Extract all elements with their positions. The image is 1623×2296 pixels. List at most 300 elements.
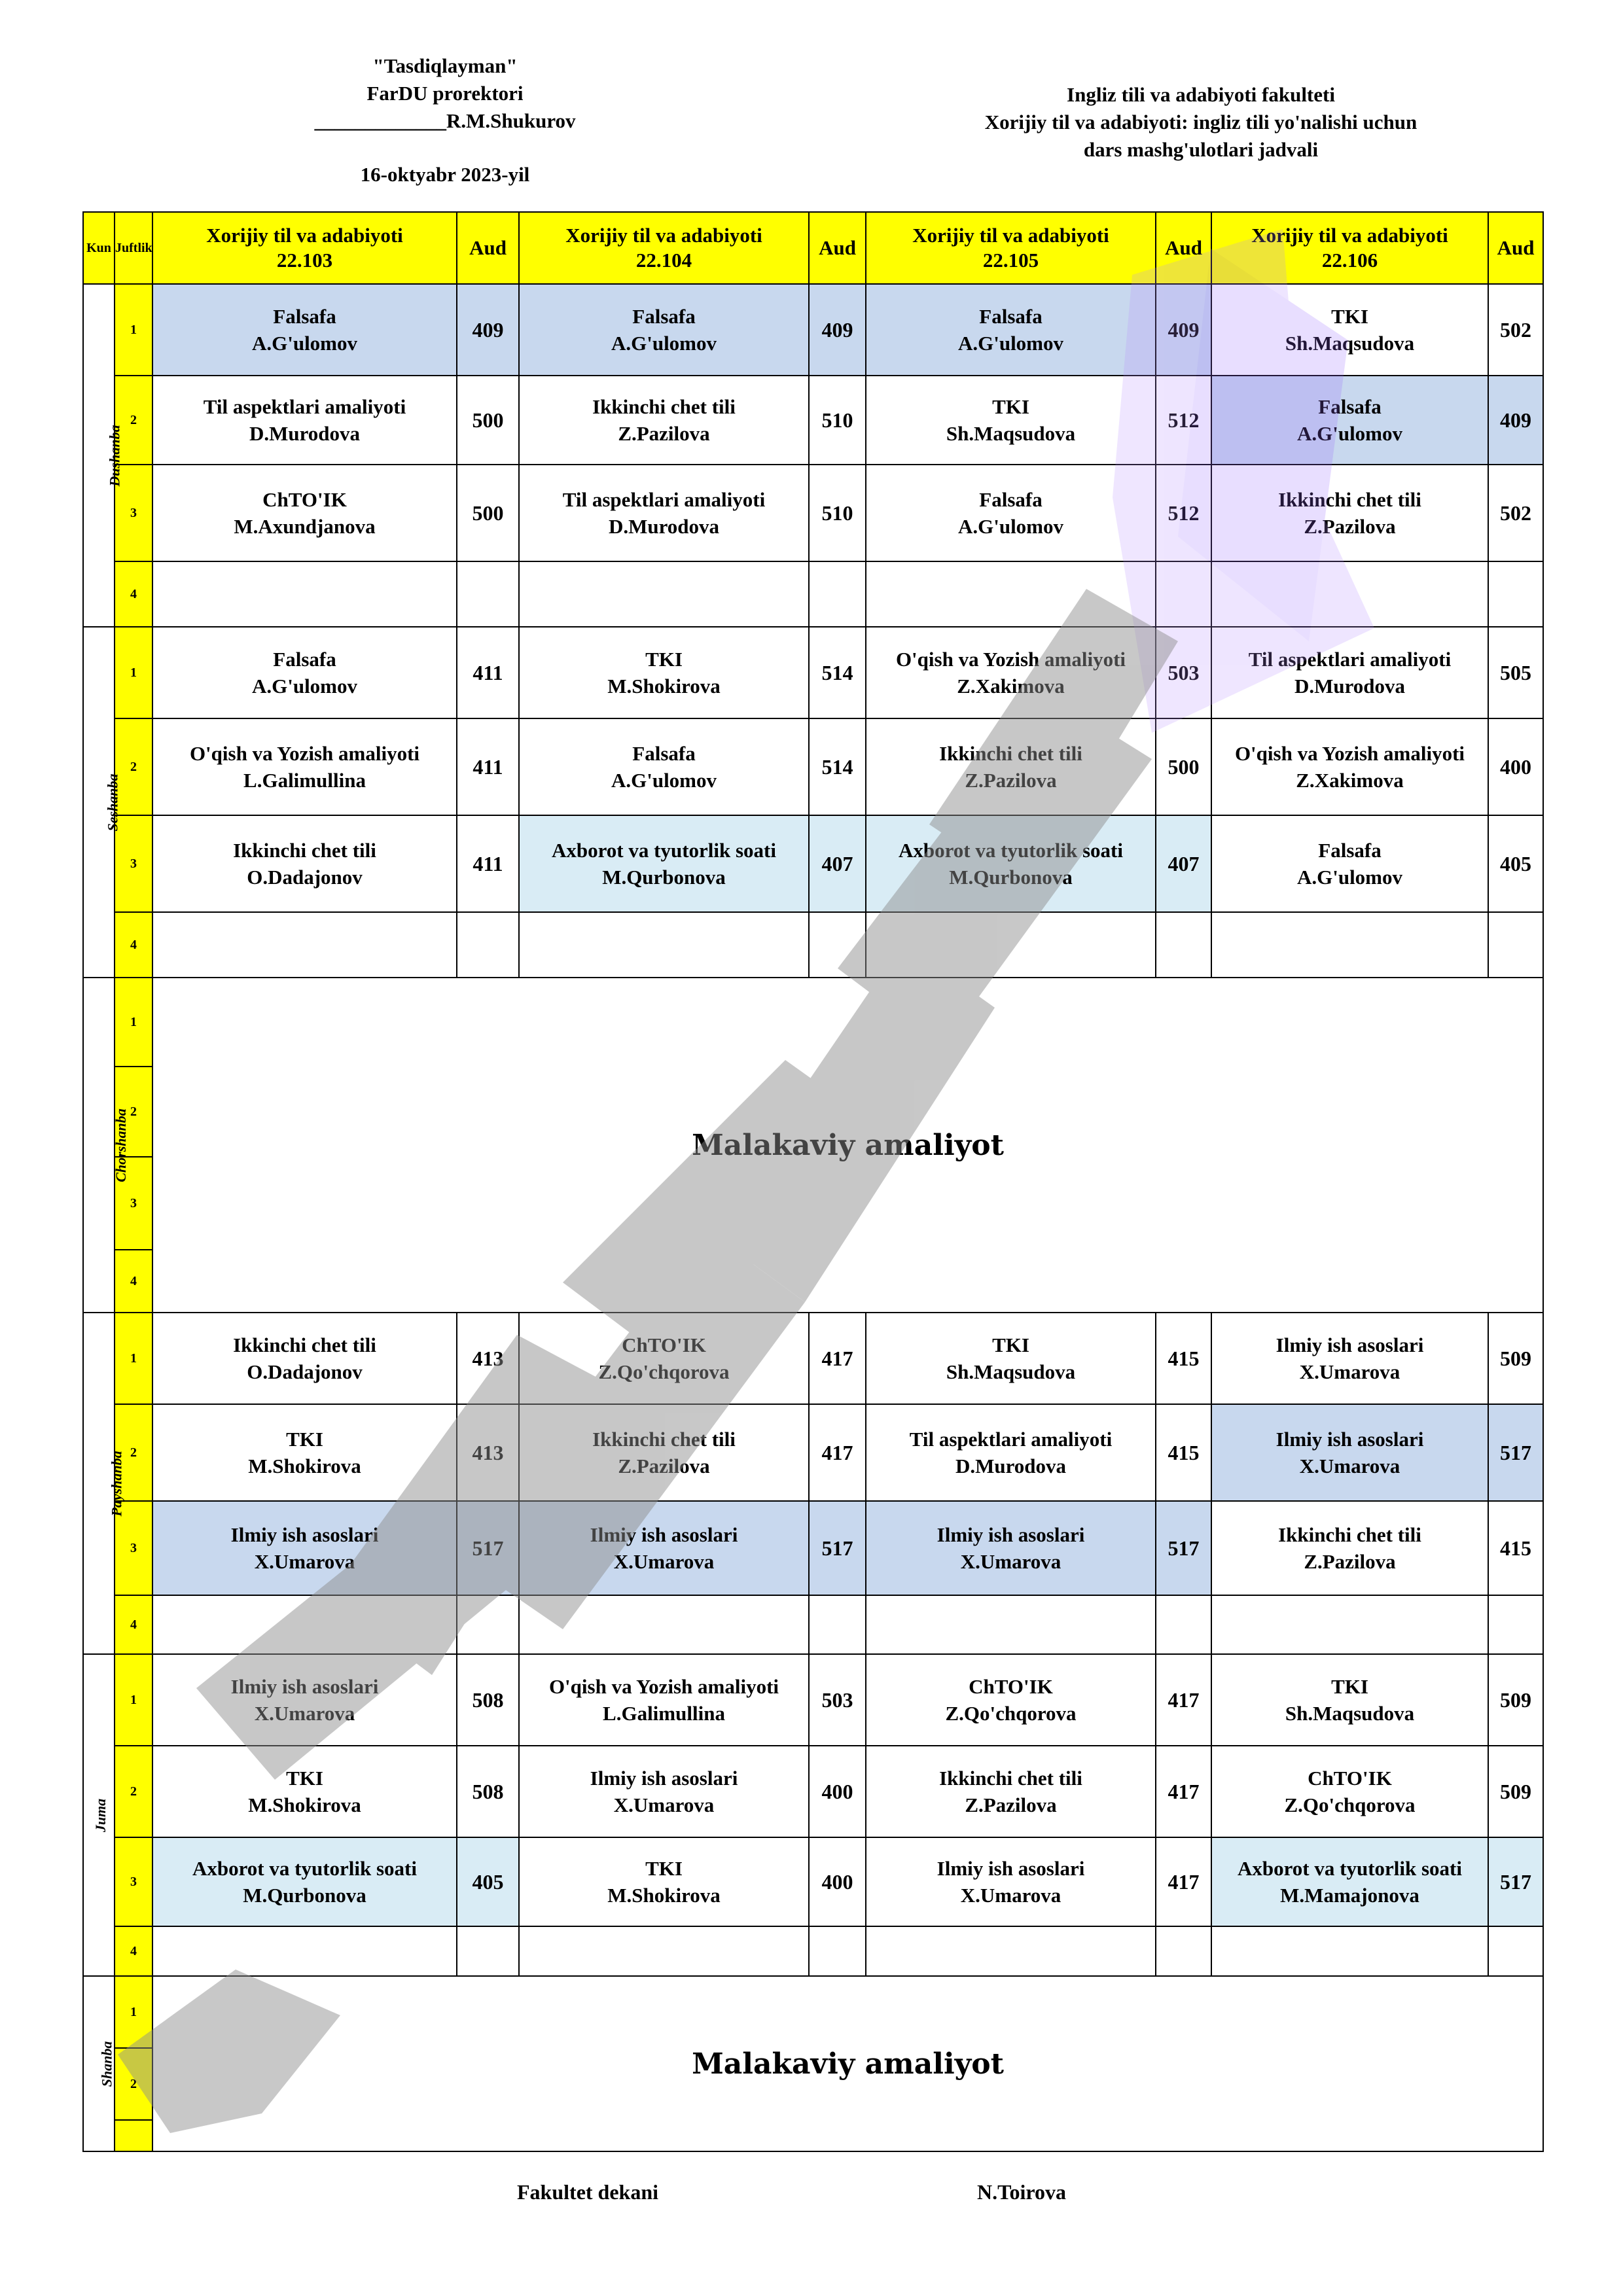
aud-cell: 517 <box>1488 1837 1543 1926</box>
lesson-cell-empty <box>866 1926 1156 1976</box>
lesson-cell <box>152 376 457 465</box>
subject-name: Falsafa <box>1318 395 1382 418</box>
dean-name: N.Toirova <box>977 2180 1067 2204</box>
lesson-row <box>83 718 1543 815</box>
lesson-cell <box>152 1404 457 1501</box>
aud-cell-empty <box>1156 561 1211 627</box>
lesson-cell <box>1211 376 1488 465</box>
aud-cell-empty <box>457 912 519 978</box>
aud-cell: 409 <box>1488 376 1543 465</box>
subject-name: Falsafa <box>979 488 1043 511</box>
lesson-cell <box>519 815 809 912</box>
subject-name: O'qish va Yozish amaliyoti <box>548 1675 779 1698</box>
teacher-name: L.Galimullina <box>243 769 366 792</box>
lesson-cell <box>1211 718 1488 815</box>
subject-name: Ilmiy ish asoslari <box>1275 1333 1424 1356</box>
teacher-name: Z.Pazilova <box>618 1455 710 1477</box>
pair-number: 3 <box>115 1157 152 1250</box>
aud-cell: 500 <box>457 465 519 561</box>
lesson-cell <box>866 465 1156 561</box>
pair-number: 2 <box>115 2048 152 2120</box>
subject-name: Ikkinchi chet tili <box>592 395 736 418</box>
subject-name: Axborot va tyutorlik soati <box>898 839 1123 862</box>
lesson-cell-empty <box>1211 1926 1488 1976</box>
lesson-cell <box>152 1837 457 1926</box>
aud-cell: 415 <box>1156 1404 1211 1501</box>
group-header <box>866 212 1156 284</box>
pair-number: 4 <box>115 912 152 978</box>
teacher-name: Z.Pazilova <box>618 422 710 445</box>
schedule-title: dars mashg'ulotlari jadvali <box>1083 138 1319 161</box>
lesson-cell <box>1211 1404 1488 1501</box>
lesson-cell-empty <box>519 912 809 978</box>
subject-name: Ikkinchi chet tili <box>592 1428 736 1451</box>
subject-name: Falsafa <box>632 305 696 328</box>
lesson-cell-empty <box>866 912 1156 978</box>
lesson-cell <box>866 1404 1156 1501</box>
aud-header: Aud <box>809 212 866 284</box>
aud-cell: 407 <box>1156 815 1211 912</box>
day-chorshanba: Chorshanba <box>83 978 115 1313</box>
lesson-cell-empty <box>866 561 1156 627</box>
teacher-name: O.Dadajonov <box>247 1360 363 1383</box>
lesson-cell-empty <box>519 1595 809 1654</box>
lesson-cell <box>519 465 809 561</box>
aud-cell: 517 <box>809 1501 866 1595</box>
approval-block <box>216 52 674 188</box>
teacher-name: L.Galimullina <box>603 1702 725 1725</box>
lesson-row <box>83 1313 1543 1404</box>
aud-cell: 409 <box>809 284 866 376</box>
aud-cell: 417 <box>1156 1746 1211 1837</box>
lesson-cell <box>866 1501 1156 1595</box>
group-name: Xorijiy til va adabiyoti <box>912 224 1109 247</box>
approval-role: FarDU prorektori <box>366 82 524 105</box>
subject-name: TKI <box>286 1428 323 1451</box>
aud-header: Aud <box>1156 212 1211 284</box>
aud-cell: 502 <box>1488 465 1543 561</box>
teacher-name: M.Shokirova <box>607 1884 721 1907</box>
aud-cell: 400 <box>809 1746 866 1837</box>
teacher-name: D.Murodova <box>249 422 361 445</box>
aud-cell: 400 <box>809 1837 866 1926</box>
teacher-name: X.Umarova <box>960 1550 1061 1573</box>
aud-cell: 411 <box>457 718 519 815</box>
subject-name: Ikkinchi chet tili <box>1278 488 1421 511</box>
aud-cell: 517 <box>457 1501 519 1595</box>
day-juma: Juma <box>83 1654 115 1976</box>
aud-cell-empty <box>809 1595 866 1654</box>
pair-number: 1 <box>115 1976 152 2048</box>
juftlik-header: Juftlik <box>115 212 152 284</box>
lesson-row <box>83 1837 1543 1926</box>
teacher-name: A.G'ulomov <box>1296 422 1403 445</box>
lesson-cell-empty <box>1211 1595 1488 1654</box>
teacher-name: Z.Pazilova <box>1304 1550 1396 1573</box>
lesson-cell <box>152 718 457 815</box>
lesson-cell <box>519 1837 809 1926</box>
lesson-cell <box>519 1404 809 1501</box>
aud-cell: 508 <box>457 1746 519 1837</box>
aud-cell-empty <box>809 912 866 978</box>
aud-cell-empty <box>1156 1926 1211 1976</box>
aud-cell: 415 <box>1488 1501 1543 1595</box>
pair-number: 4 <box>115 1926 152 1976</box>
aud-cell: 500 <box>1156 718 1211 815</box>
approval-title: "Tasdiqlayman" <box>372 54 518 77</box>
pair-number: 3 <box>115 815 152 912</box>
teacher-name: Z.Pazilova <box>1304 515 1396 538</box>
teacher-name: X.Umarova <box>613 1550 715 1573</box>
teacher-name: X.Umarova <box>254 1702 355 1725</box>
aud-cell: 517 <box>1488 1404 1543 1501</box>
aud-cell: 417 <box>809 1313 866 1404</box>
lesson-cell <box>152 1654 457 1746</box>
teacher-name: Z.Pazilova <box>965 769 1057 792</box>
aud-cell: 503 <box>809 1654 866 1746</box>
lesson-cell <box>866 627 1156 718</box>
subject-name: Falsafa <box>1318 839 1382 862</box>
teacher-name: A.G'ulomov <box>611 769 717 792</box>
aud-cell-empty <box>1488 1595 1543 1654</box>
aud-cell: 417 <box>1156 1837 1211 1926</box>
subject-name: ChTO'IK <box>969 1675 1053 1698</box>
subject-name: Ilmiy ish asoslari <box>590 1767 738 1790</box>
subject-name: Ilmiy ish asoslari <box>230 1675 379 1698</box>
aud-cell: 417 <box>809 1404 866 1501</box>
lesson-cell <box>152 465 457 561</box>
lesson-row <box>83 376 1543 465</box>
teacher-name: Z.Pazilova <box>965 1793 1057 1816</box>
lesson-cell <box>519 376 809 465</box>
malakaviy-amaliyot: Malakaviy amaliyot <box>152 978 1543 1313</box>
aud-cell-empty <box>1488 1926 1543 1976</box>
schedule-title-block <box>825 81 1577 164</box>
lesson-cell-empty <box>152 561 457 627</box>
aud-cell-empty <box>809 1926 866 1976</box>
aud-cell: 413 <box>457 1404 519 1501</box>
group-code: 22.105 <box>982 249 1039 272</box>
aud-cell: 409 <box>457 284 519 376</box>
lesson-cell-empty <box>519 561 809 627</box>
aud-cell: 411 <box>457 815 519 912</box>
lesson-cell-empty <box>519 1926 809 1976</box>
pair-number: 4 <box>115 561 152 627</box>
subject-name: Ikkinchi chet tili <box>939 742 1082 765</box>
lesson-row-empty <box>83 1926 1543 1976</box>
lesson-row <box>83 1746 1543 1837</box>
lesson-cell <box>152 1501 457 1595</box>
malakaviy-amaliyot: Malakaviy amaliyot <box>152 1976 1543 2151</box>
lesson-cell <box>152 1313 457 1404</box>
teacher-name: M.Qurbonova <box>243 1884 366 1907</box>
teacher-name: M.Qurbonova <box>602 866 726 889</box>
aud-cell-empty <box>457 561 519 627</box>
group-name: Xorijiy til va adabiyoti <box>1251 224 1448 247</box>
faculty-name: Ingliz tili va adabiyoti fakulteti <box>1067 83 1335 106</box>
lesson-cell <box>519 1501 809 1595</box>
lesson-cell <box>1211 465 1488 561</box>
aud-cell: 405 <box>1488 815 1543 912</box>
lesson-cell-empty <box>152 1595 457 1654</box>
teacher-name: M.Mamajonova <box>1280 1884 1419 1907</box>
aud-cell: 405 <box>457 1837 519 1926</box>
pair-number: 4 <box>115 1595 152 1654</box>
subject-name: TKI <box>645 1857 683 1880</box>
aud-cell-empty <box>1156 912 1211 978</box>
group-code: 22.104 <box>635 249 692 272</box>
teacher-name: Sh.Maqsudova <box>946 422 1076 445</box>
group-header <box>1211 212 1488 284</box>
lesson-cell-empty <box>866 1595 1156 1654</box>
lesson-cell <box>152 284 457 376</box>
aud-cell: 512 <box>1156 465 1211 561</box>
lesson-row <box>83 1976 1543 2048</box>
teacher-name: Z.Qo'chqorova <box>945 1702 1077 1725</box>
lesson-cell <box>866 1654 1156 1746</box>
lesson-cell <box>866 1313 1156 1404</box>
lesson-cell <box>519 1746 809 1837</box>
lesson-cell <box>152 1746 457 1837</box>
pair-number: 4 <box>115 1250 152 1313</box>
lesson-cell <box>519 1313 809 1404</box>
subject-name: ChTO'IK <box>622 1333 706 1356</box>
lesson-row <box>83 978 1543 1067</box>
aud-cell: 514 <box>809 627 866 718</box>
aud-cell: 411 <box>457 627 519 718</box>
schedule-table <box>82 211 1544 2152</box>
lesson-cell <box>866 718 1156 815</box>
lesson-cell <box>1211 815 1488 912</box>
group-code: 22.106 <box>1321 249 1378 272</box>
aud-cell: 413 <box>457 1313 519 1404</box>
pair-number: 1 <box>115 1313 152 1404</box>
subject-name: Ilmiy ish asoslari <box>230 1523 379 1546</box>
subject-name: ChTO'IK <box>1308 1767 1392 1790</box>
teacher-name: M.Shokirova <box>248 1455 361 1477</box>
pair-number: 3 <box>115 1501 152 1595</box>
lesson-cell <box>866 1837 1156 1926</box>
subject-name: O'qish va Yozish amaliyoti <box>189 742 420 765</box>
subject-name: Falsafa <box>273 305 336 328</box>
pair-number: 1 <box>115 1654 152 1746</box>
pair-number: 1 <box>115 978 152 1067</box>
pair-number: 2 <box>115 1067 152 1157</box>
lesson-cell-empty <box>152 912 457 978</box>
subject-name: Ilmiy ish asoslari <box>936 1523 1085 1546</box>
lesson-row <box>83 284 1543 376</box>
aud-cell: 500 <box>457 376 519 465</box>
lesson-cell <box>1211 1746 1488 1837</box>
aud-cell-empty <box>1488 912 1543 978</box>
teacher-name: X.Umarova <box>613 1793 715 1816</box>
lesson-cell-empty <box>1211 912 1488 978</box>
teacher-name: M.Shokirova <box>607 675 721 698</box>
subject-name: Til aspektlari amaliyoti <box>203 395 406 418</box>
pair-number: 2 <box>115 376 152 465</box>
day-dushanba: Dushanba <box>83 284 115 627</box>
subject-name: Ilmiy ish asoslari <box>936 1857 1085 1880</box>
teacher-name: Sh.Maqsudova <box>1285 1702 1415 1725</box>
lesson-cell <box>1211 1654 1488 1746</box>
aud-cell: 514 <box>809 718 866 815</box>
teacher-name: D.Murodova <box>1294 675 1406 698</box>
group-code: 22.103 <box>276 249 333 272</box>
teacher-name: M.Axundjanova <box>234 515 376 538</box>
lesson-row <box>83 627 1543 718</box>
teacher-name: X.Umarova <box>960 1884 1061 1907</box>
lesson-cell <box>519 1654 809 1746</box>
subject-name: Axborot va tyutorlik soati <box>1237 1857 1462 1880</box>
aud-cell-empty <box>809 561 866 627</box>
teacher-name: Z.Qo'chqorova <box>598 1360 730 1383</box>
teacher-name: A.G'ulomov <box>611 332 717 355</box>
teacher-name: M.Shokirova <box>248 1793 361 1816</box>
subject-name: Axborot va tyutorlik soati <box>192 1857 417 1880</box>
subject-name: Til aspektlari amaliyoti <box>1248 648 1452 671</box>
lesson-cell-empty <box>1211 561 1488 627</box>
pair-number-blank <box>115 2120 152 2151</box>
subject-name: Falsafa <box>273 648 336 671</box>
approval-date: 16-oktyabr 2023-yil <box>360 163 530 186</box>
aud-cell: 415 <box>1156 1313 1211 1404</box>
teacher-name: D.Murodova <box>608 515 720 538</box>
teacher-name: X.Umarova <box>254 1550 355 1573</box>
lesson-cell <box>1211 1837 1488 1926</box>
pair-number: 2 <box>115 1746 152 1837</box>
lesson-row-empty <box>83 1595 1543 1654</box>
aud-cell: 510 <box>809 376 866 465</box>
lesson-row <box>83 465 1543 561</box>
subject-name: Ikkinchi chet tili <box>233 839 376 862</box>
teacher-name: X.Umarova <box>1299 1360 1400 1383</box>
lesson-cell <box>866 284 1156 376</box>
lesson-row <box>83 1654 1543 1746</box>
aud-cell-empty <box>457 1926 519 1976</box>
aud-cell: 503 <box>1156 627 1211 718</box>
teacher-name: X.Umarova <box>1299 1455 1400 1477</box>
lesson-cell <box>1211 1313 1488 1404</box>
lesson-cell <box>866 376 1156 465</box>
day-payshanba: Payshanba <box>83 1313 115 1654</box>
dean-title: Fakultet dekani <box>517 2180 659 2204</box>
pair-number: 1 <box>115 627 152 718</box>
lesson-cell <box>152 627 457 718</box>
subject-name: TKI <box>1331 1675 1368 1698</box>
aud-cell: 508 <box>457 1654 519 1746</box>
teacher-name: Sh.Maqsudova <box>1285 332 1415 355</box>
header-row <box>83 212 1543 284</box>
group-header <box>152 212 457 284</box>
teacher-name: Sh.Maqsudova <box>946 1360 1076 1383</box>
program-name: Xorijiy til va adabiyoti: ingliz tili yo'nalishi uchun <box>984 111 1418 133</box>
subject-name: ChTO'IK <box>262 488 347 511</box>
aud-header: Aud <box>457 212 519 284</box>
group-header <box>519 212 809 284</box>
subject-name: Ilmiy ish asoslari <box>1275 1428 1424 1451</box>
lesson-row-empty <box>83 561 1543 627</box>
group-name: Xorijiy til va adabiyoti <box>565 224 762 247</box>
subject-name: O'qish va Yozish amaliyoti <box>1234 742 1465 765</box>
lesson-row <box>83 815 1543 912</box>
subject-name: Axborot va tyutorlik soati <box>551 839 776 862</box>
aud-cell: 407 <box>809 815 866 912</box>
day-shanba: Shanba <box>83 1976 115 2151</box>
aud-header: Aud <box>1488 212 1543 284</box>
pair-number: 3 <box>115 465 152 561</box>
teacher-name: Z.Qo'chqorova <box>1284 1793 1416 1816</box>
lesson-cell <box>519 627 809 718</box>
approval-signature: _____________R.M.Shukurov <box>314 109 576 132</box>
lesson-cell <box>152 815 457 912</box>
subject-name: Ikkinchi chet tili <box>1278 1523 1421 1546</box>
teacher-name: Z.Xakimova <box>957 675 1065 698</box>
aud-cell: 512 <box>1156 376 1211 465</box>
aud-cell-empty <box>457 1595 519 1654</box>
aud-cell: 509 <box>1488 1654 1543 1746</box>
subject-name: TKI <box>1331 305 1368 328</box>
teacher-name: D.Murodova <box>955 1455 1067 1477</box>
aud-cell: 409 <box>1156 284 1211 376</box>
subject-name: O'qish va Yozish amaliyoti <box>895 648 1126 671</box>
teacher-name: A.G'ulomov <box>251 332 358 355</box>
kun-header: Kun <box>83 212 115 284</box>
group-name: Xorijiy til va adabiyoti <box>206 224 403 247</box>
pair-number: 1 <box>115 284 152 376</box>
subject-name: TKI <box>286 1767 323 1790</box>
aud-cell: 502 <box>1488 284 1543 376</box>
lesson-row-empty <box>83 912 1543 978</box>
teacher-name: Z.Xakimova <box>1296 769 1404 792</box>
teacher-name: O.Dadajonov <box>247 866 363 889</box>
lesson-cell <box>866 1746 1156 1837</box>
aud-cell: 509 <box>1488 1746 1543 1837</box>
subject-name: TKI <box>992 1333 1029 1356</box>
aud-cell: 517 <box>1156 1501 1211 1595</box>
aud-cell-empty <box>1156 1595 1211 1654</box>
subject-name: TKI <box>992 395 1029 418</box>
teacher-name: A.G'ulomov <box>957 332 1064 355</box>
aud-cell: 400 <box>1488 718 1543 815</box>
lesson-cell <box>1211 284 1488 376</box>
lesson-row <box>83 1501 1543 1595</box>
lesson-cell <box>866 815 1156 912</box>
subject-name: Til aspektlari amaliyoti <box>562 488 766 511</box>
lesson-cell <box>1211 627 1488 718</box>
pair-number: 2 <box>115 1404 152 1501</box>
subject-name: TKI <box>645 648 683 671</box>
lesson-cell <box>1211 1501 1488 1595</box>
day-seshanba: Seshanba <box>83 627 115 978</box>
aud-cell-empty <box>1488 561 1543 627</box>
pair-number: 3 <box>115 1837 152 1926</box>
subject-name: Til aspektlari amaliyoti <box>909 1428 1113 1451</box>
lesson-cell <box>519 718 809 815</box>
teacher-name: A.G'ulomov <box>1296 866 1403 889</box>
lesson-row <box>83 1404 1543 1501</box>
aud-cell: 505 <box>1488 627 1543 718</box>
subject-name: Ikkinchi chet tili <box>233 1333 376 1356</box>
teacher-name: A.G'ulomov <box>957 515 1064 538</box>
teacher-name: M.Qurbonova <box>949 866 1073 889</box>
aud-cell: 510 <box>809 465 866 561</box>
pair-number: 2 <box>115 718 152 815</box>
subject-name: Ilmiy ish asoslari <box>590 1523 738 1546</box>
subject-name: Ikkinchi chet tili <box>939 1767 1082 1790</box>
subject-name: Falsafa <box>632 742 696 765</box>
lesson-cell <box>519 284 809 376</box>
aud-cell: 417 <box>1156 1654 1211 1746</box>
